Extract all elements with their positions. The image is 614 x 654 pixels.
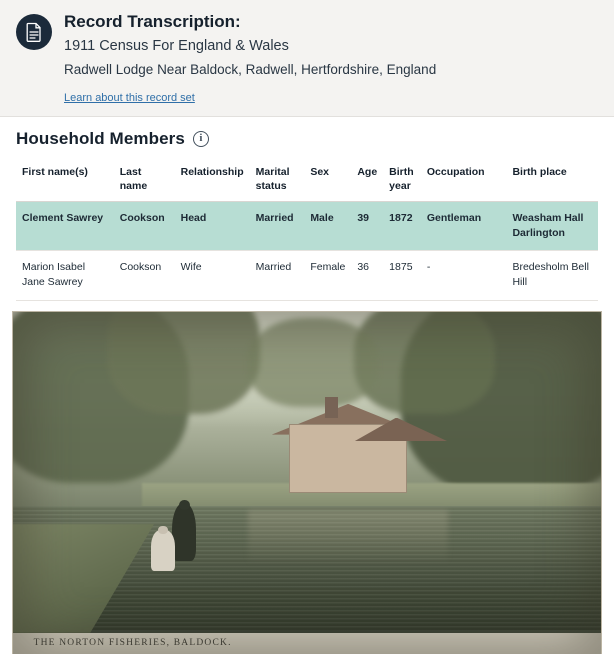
- record-location: Radwell Lodge Near Baldock, Radwell, Hertfordshire, England: [64, 61, 437, 77]
- table-body: [16, 201, 598, 300]
- photo-caption: THE NORTON FISHERIES, BALDOCK.: [33, 638, 232, 649]
- photo-figure-child: [151, 530, 175, 571]
- photo-figure-adult-head: [179, 500, 190, 510]
- column-header-marital-status: Marital status: [250, 161, 305, 201]
- cell-first-name: Clement Sawrey: [16, 201, 114, 250]
- photo-chimney: [325, 397, 338, 418]
- photo-tree: [107, 311, 260, 415]
- photo-water-reflection: [248, 510, 448, 565]
- cell-last-name: Cookson: [114, 201, 175, 250]
- table-header-row: [16, 161, 598, 201]
- cell-marital-status: Married: [250, 201, 305, 250]
- cell-first-name: Marion Isabel Jane Sawrey: [16, 251, 114, 300]
- info-icon[interactable]: i: [193, 131, 209, 147]
- record-photograph[interactable]: [12, 311, 602, 654]
- household-members-table: [16, 161, 598, 300]
- table-row[interactable]: [16, 201, 598, 250]
- cell-birth-place: Weasham Hall Darlington: [506, 201, 598, 250]
- cell-birth-year: 1875: [383, 251, 421, 300]
- cell-sex: Male: [304, 201, 351, 250]
- header-text-block: [64, 12, 598, 106]
- column-header-last-name: Last name: [114, 161, 175, 201]
- page-title: Record Transcription:: [64, 12, 241, 31]
- table-header: [16, 161, 598, 201]
- cell-relationship: Head: [175, 201, 250, 250]
- record-header: [0, 0, 614, 117]
- cell-marital-status: Married: [250, 251, 305, 300]
- cell-age: 36: [351, 251, 383, 300]
- document-icon: [16, 14, 52, 50]
- column-header-birth-year: Birth year: [383, 161, 421, 201]
- cell-occupation: Gentleman: [421, 201, 507, 250]
- photo-tree: [248, 318, 377, 407]
- column-header-age: Age: [351, 161, 383, 201]
- cell-relationship: Wife: [175, 251, 250, 300]
- section-header: [16, 129, 598, 149]
- column-header-relationship: Relationship: [175, 161, 250, 201]
- household-members-section: [0, 117, 614, 300]
- cell-birth-year: 1872: [383, 201, 421, 250]
- column-header-sex: Sex: [304, 161, 351, 201]
- table-row[interactable]: [16, 251, 598, 300]
- cell-occupation: -: [421, 251, 507, 300]
- record-set-name: 1911 Census For England & Wales: [64, 38, 289, 55]
- photograph-image: [13, 312, 601, 654]
- cell-age: 39: [351, 201, 383, 250]
- cell-sex: Female: [304, 251, 351, 300]
- learn-about-record-set-link[interactable]: Learn about this record set: [64, 92, 195, 105]
- column-header-occupation: Occupation: [421, 161, 507, 201]
- cell-birth-place: Bredesholm Bell Hill: [506, 251, 598, 300]
- photo-figure-adult: [172, 503, 197, 561]
- photo-figure-child-head: [158, 526, 168, 535]
- cell-last-name: Cookson: [114, 251, 175, 300]
- section-title: Household Members: [16, 129, 185, 149]
- column-header-birth-place: Birth place: [506, 161, 598, 201]
- column-header-first-name: First name(s): [16, 161, 114, 201]
